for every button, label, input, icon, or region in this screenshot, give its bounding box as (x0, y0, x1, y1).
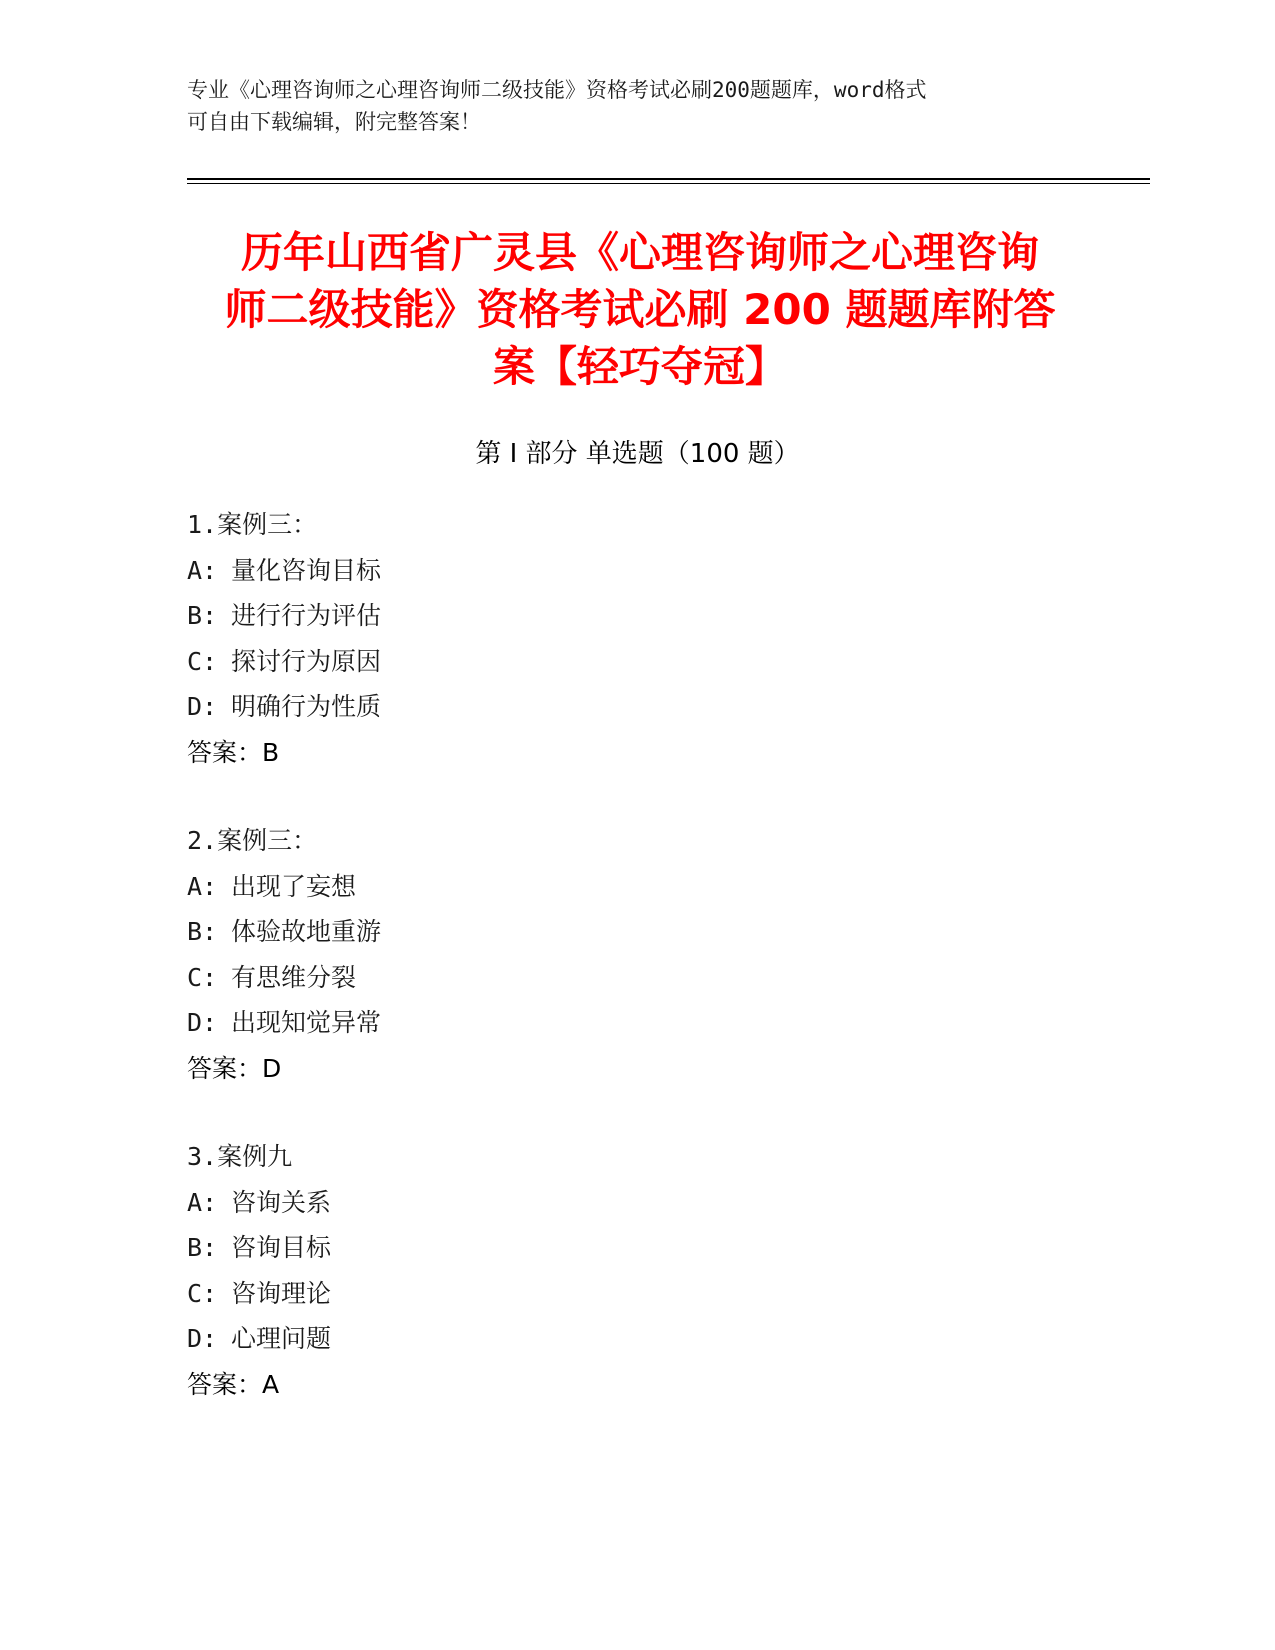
option-letter: B: (187, 601, 218, 630)
answer-line: 答案：B (187, 737, 280, 767)
header-divider-thin (187, 183, 1150, 184)
option-letter: A: (187, 555, 218, 585)
option-text: 明确行为性质 (231, 692, 382, 721)
option-c (187, 1271, 987, 1317)
title-line-1: 历年山西省广灵县《心理咨询师之心理咨询 (240, 228, 1039, 277)
option-letter: C: (187, 1278, 218, 1308)
option-d (187, 1316, 987, 1362)
section-heading: 第 I 部分 单选题（100 题） (475, 439, 800, 469)
option-letter: B: (187, 1233, 218, 1262)
answer-line: 答案：A (187, 1369, 280, 1399)
option-letter: A: (187, 871, 218, 901)
option-d (187, 1000, 987, 1046)
document-title (190, 224, 1090, 395)
option-letter: D: (187, 1324, 218, 1353)
header-note-line-1: 专业《心理咨询师之心理咨询师二级技能》资格考试必刷200题题库，word格式 (187, 78, 927, 102)
option-c (187, 955, 987, 1001)
option-b (187, 909, 987, 955)
question-2 (187, 818, 987, 1091)
option-text: 量化咨询目标 (231, 555, 382, 585)
option-c (187, 639, 987, 685)
option-letter: C: (187, 646, 218, 676)
option-b (187, 1225, 987, 1271)
option-a (187, 548, 987, 594)
title-line-2: 师二级技能》资格考试必刷 200 题题库附答 (224, 285, 1056, 334)
option-d (187, 684, 987, 730)
question-stem: 2.案例三： (187, 826, 318, 855)
option-text: 咨询理论 (231, 1278, 332, 1308)
question-1 (187, 502, 987, 775)
option-text: 体验故地重游 (231, 917, 382, 946)
option-text: 咨询关系 (231, 1187, 332, 1217)
option-letter: D: (187, 1008, 218, 1037)
answer-line: 答案：D (187, 1053, 282, 1083)
option-text: 出现了妄想 (231, 871, 357, 901)
option-letter: A: (187, 1187, 218, 1217)
header-note-line-2: 可自由下载编辑，附完整答案！ (187, 110, 481, 134)
question-3 (187, 1134, 987, 1407)
question-stem: 1.案例三： (187, 510, 318, 539)
option-letter: D: (187, 692, 218, 721)
option-text: 探讨行为原因 (231, 646, 382, 676)
option-letter: C: (187, 962, 218, 992)
header-divider-thick (187, 178, 1150, 180)
question-stem: 3.案例九 (187, 1142, 293, 1171)
option-text: 出现知觉异常 (231, 1008, 382, 1037)
option-text: 有思维分裂 (231, 962, 357, 992)
option-a (187, 1180, 987, 1226)
option-letter: B: (187, 917, 218, 946)
title-line-3: 案【轻巧夺冠】 (492, 342, 787, 391)
option-b (187, 593, 987, 639)
option-text: 进行行为评估 (231, 601, 382, 630)
option-text: 心理问题 (231, 1324, 332, 1353)
option-text: 咨询目标 (231, 1233, 332, 1262)
header-note (187, 74, 1067, 138)
option-a (187, 864, 987, 910)
